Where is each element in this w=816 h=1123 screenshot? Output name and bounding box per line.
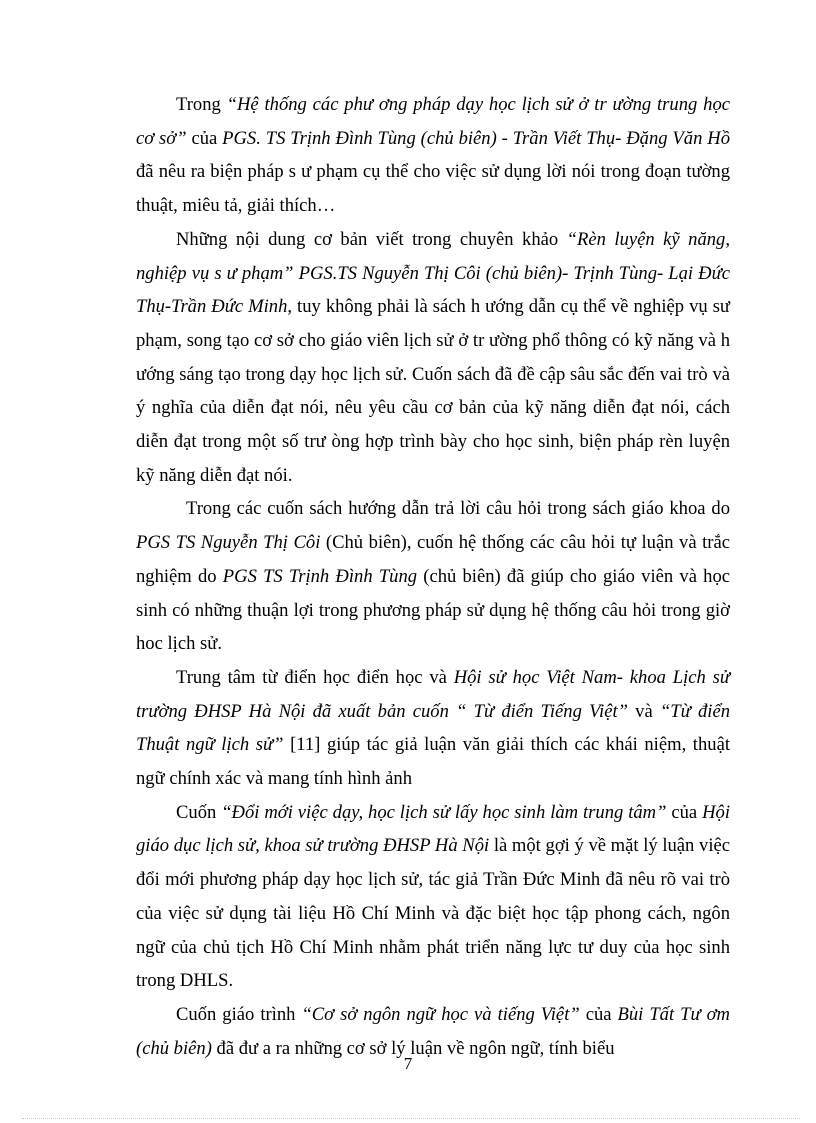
text-run: của xyxy=(579,1003,618,1025)
italic-text-run: PGS. TS Trịnh Đình Tùng (chủ biên) - Trần Viết Thụ- Đặng Văn Hồ xyxy=(222,127,730,149)
text-run: và xyxy=(627,700,660,722)
text-run: , tuy không phải là sách h ướng dẫn cụ thể về nghiệp vụ sư phạm, song tạo cơ sở cho giáo viên lịch sử ở tr ường phổ thông có kỹ năng và h ướng sáng tạo trong dạy học lịch sử. Cuốn sách đã đề cập sâu sắc đến vai trò và ý nghĩa của diễn đạt nói, nêu yêu cầu cơ bản của kỹ năng diễn đạt nói, cách diễn đạt trong một số trư òng hợp trình bày cho học sinh, biện pháp rèn luyện kỹ năng diễn đạt nói. xyxy=(136,296,731,486)
italic-text-run: “ Từ điển Tiếng Việt” xyxy=(456,700,628,722)
text-run: (chủ biên) đã giúp cho giáo viên và học sinh có những thuận lợi trong phương pháp sử dụng hệ thống câu hỏi trong giờ hoc lịch sử. xyxy=(136,565,730,655)
italic-text-run: Hội sử học Việt Nam- khoa Lịch sử trường ĐHSP Hà Nội đã xuất bản cuốn xyxy=(136,666,730,722)
italic-text-run: “Đổi mới việc dạy, học lịch sử lấy học sinh làm trung tâm” xyxy=(221,801,667,823)
italic-text-run: Hội giáo dục lịch sử, khoa sử trường ĐHSP Hà Nội xyxy=(136,801,730,857)
page-number: 7 xyxy=(403,1054,413,1073)
text-run: Cuốn giáo trình xyxy=(176,1003,302,1025)
italic-text-run: “Từ điển Thuật ngữ lịch sử” xyxy=(136,700,730,756)
text-run: [11] giúp tác giả luận văn giải thích các khái niệm, thuật ngữ chính xác và mang tính hình ảnh xyxy=(136,734,730,790)
text-run: Trong các cuốn sách hướng dẫn trả lời câu hỏi trong sách giáo khoa do xyxy=(186,498,730,520)
text-run: của xyxy=(666,801,703,823)
italic-text-run: “Cơ sở ngôn ngữ học và tiếng Việt” xyxy=(301,1003,580,1025)
text-run: đã đư a ra những cơ sở lý luận về ngôn ngữ, tính biểu xyxy=(211,1037,615,1059)
text-run xyxy=(449,701,456,722)
paragraph xyxy=(136,492,730,661)
italic-text-run: “Rèn luyện kỹ năng, nghiệp vụ s ư phạm” PGS.TS Nguyễn Thị Côi (chủ biên)- Trịnh Tùng- Lại Đức Thụ-Trần Đức Minh xyxy=(136,228,730,318)
text-run: Những nội dung cơ bản viết trong chuyên khảo xyxy=(176,228,567,250)
paragraph xyxy=(136,88,730,223)
italic-text-run: PGS TS Trịnh Đình Tùng xyxy=(222,565,418,587)
paragraph xyxy=(136,661,730,796)
italic-text-run: PGS TS Nguyễn Thị Côi xyxy=(136,532,321,554)
text-run: đã nêu ra biện pháp s ư phạm cụ thể cho việc sử dụng lời nói trong đoạn tường thuật, miêu tả, giải thích… xyxy=(136,161,730,217)
italic-text-run: Bùi Tất Tư ơm (chủ biên) xyxy=(136,1003,730,1059)
text-run: là một gợi ý về mặt lý luận việc đổi mới phương pháp dạy học lịch sử, tác giả Trần Đức Minh đã nêu rõ vai trò của việc sử dụng tài liệu Hồ Chí Minh và đặc biệt học tập phong cách, ngôn ngữ của chủ tịch Hồ Chí Minh nhằm phát triển năng lực tư duy của học sinh trong DHLS. xyxy=(136,835,730,992)
paragraph xyxy=(136,223,730,493)
text-run: của xyxy=(186,127,223,149)
footer-divider xyxy=(22,1118,800,1119)
text-run: (Chủ biên), cuốn hệ thống các câu hỏi tự luận và trắc nghiệm do xyxy=(136,532,731,587)
paragraph xyxy=(136,796,730,998)
text-run: Trung tâm từ điển học điển học và xyxy=(176,666,454,688)
text-run: Trong xyxy=(176,94,227,115)
italic-text-run: “Hệ thống các phư ơng pháp dạy học lịch sử ở tr ường trung học cơ sở” xyxy=(136,94,730,149)
text-run: Cuốn xyxy=(176,801,222,823)
body-text xyxy=(136,88,730,1065)
